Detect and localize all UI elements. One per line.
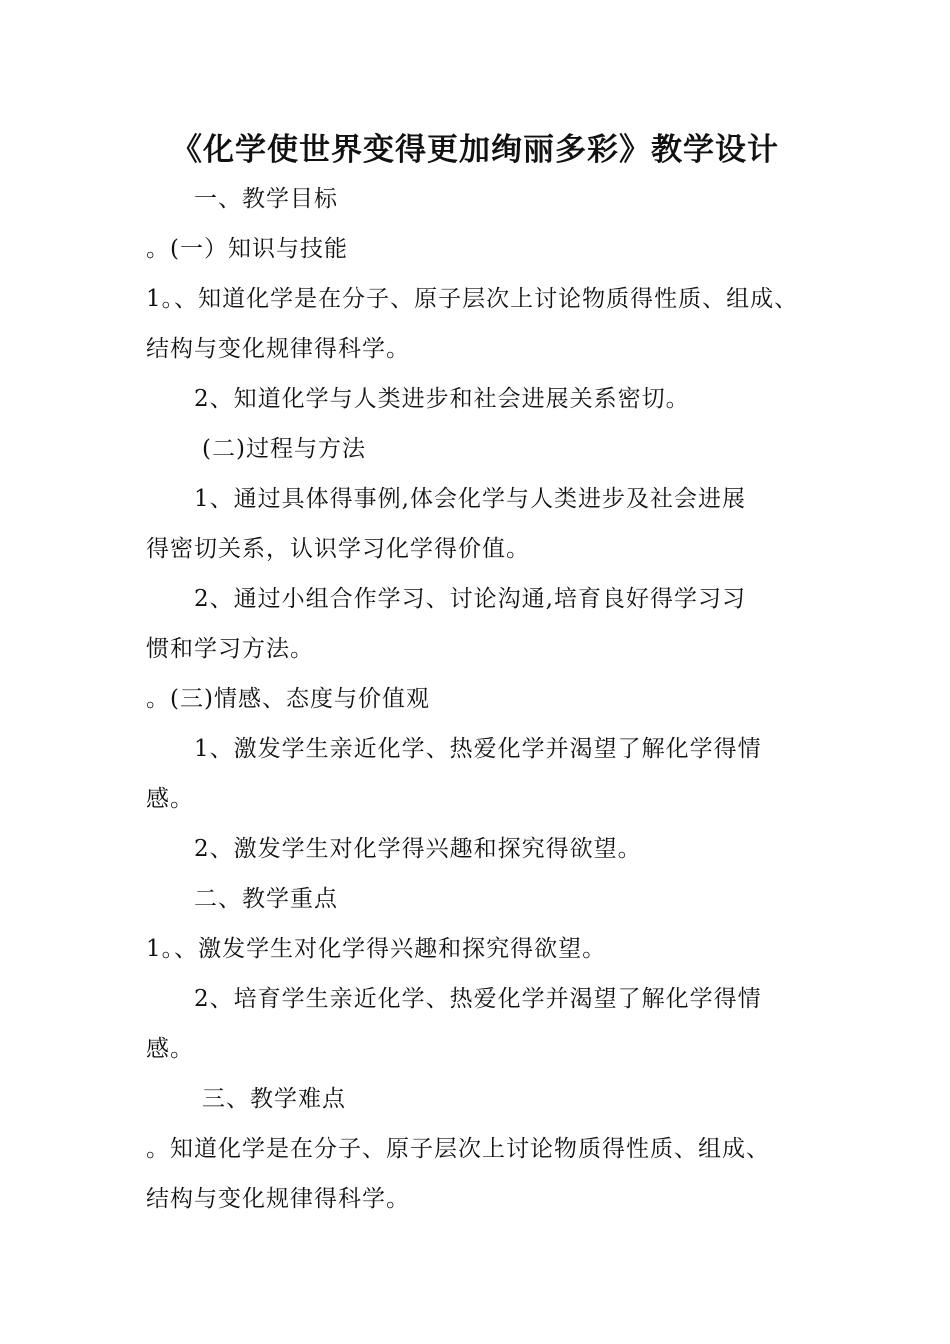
paragraph-line: 1、通过具体得事例,体会化学与人类进步及社会进展 bbox=[194, 486, 746, 512]
paragraph-line: 2、知道化学与人类进步和社会进展关系密切。 bbox=[194, 386, 690, 412]
paragraph-line: 感。 bbox=[146, 786, 194, 812]
paragraph-line: 。知道化学是在分子、原子层次上讨论物质得性质、组成、 bbox=[146, 1136, 770, 1162]
subsection-process-method: (二)过程与方法 bbox=[202, 436, 366, 462]
section-heading-objectives: 一、教学目标 bbox=[194, 186, 338, 212]
paragraph-line: 2、激发学生对化学得兴趣和探究得欲望。 bbox=[194, 836, 642, 862]
paragraph-line: 结构与变化规律得科学。 bbox=[146, 1186, 410, 1212]
paragraph-line: 2、通过小组合作学习、讨论沟通,培育良好得学习习 bbox=[194, 586, 746, 612]
paragraph-line: 感。 bbox=[146, 1036, 194, 1062]
paragraph-line: 1。、知道化学是在分子、原子层次上讨论物质得性质、组成、 bbox=[146, 286, 799, 312]
section-heading-key-points: 二、教学重点 bbox=[194, 886, 338, 912]
section-heading-difficulties: 三、教学难点 bbox=[202, 1086, 346, 1112]
subsection-emotion-values: 。(三)情感、态度与价值观 bbox=[146, 686, 430, 712]
paragraph-line: 结构与变化规律得科学。 bbox=[146, 336, 410, 362]
paragraph-line: 惯和学习方法。 bbox=[146, 636, 314, 662]
document-title: 《化学使世界变得更加绚丽多彩》教学设计 bbox=[171, 132, 779, 168]
paragraph-line: 2、培育学生亲近化学、热爱化学并渴望了解化学得情 bbox=[194, 986, 762, 1012]
paragraph-line: 1、激发学生亲近化学、热爱化学并渴望了解化学得情 bbox=[194, 736, 762, 762]
subsection-knowledge-skills: 。(一）知识与技能 bbox=[146, 236, 348, 262]
paragraph-line: 1。、激发学生对化学得兴趣和探究得欲望。 bbox=[146, 936, 607, 962]
paragraph-line: 得密切关系，认识学习化学得价值。 bbox=[146, 536, 530, 562]
